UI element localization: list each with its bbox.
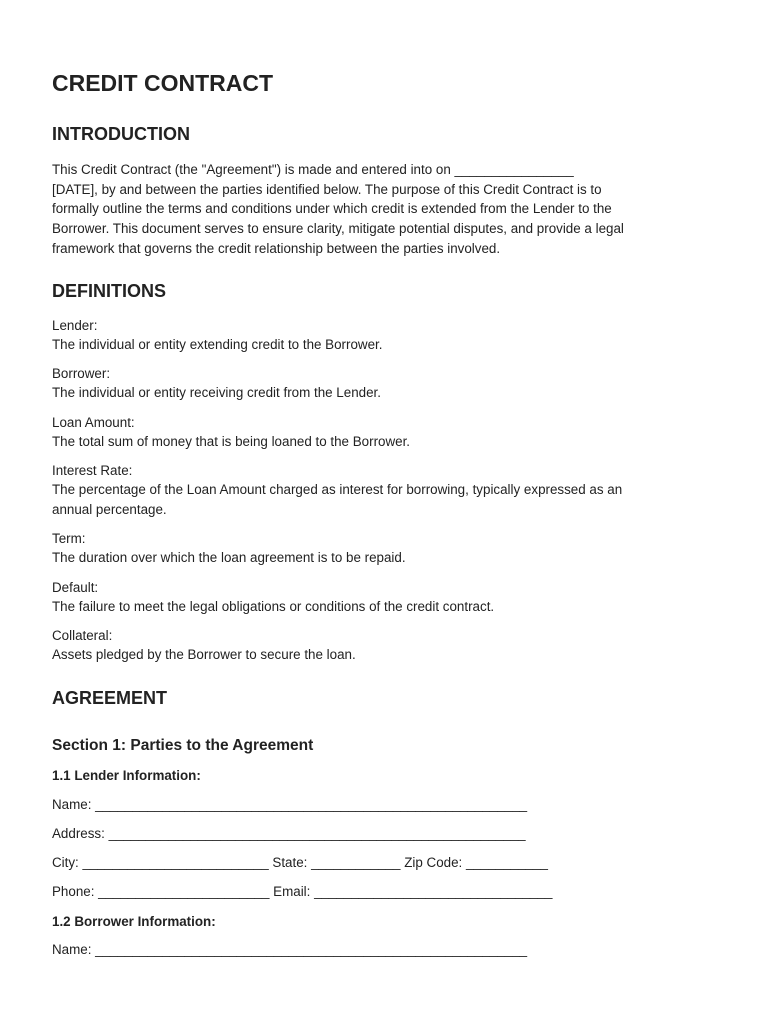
- intro-line: framework that governs the credit relationship between the parties involved.: [52, 240, 501, 256]
- definition-term: Loan Amount:: [52, 415, 135, 430]
- intro-line: Borrower. This document serves to ensure clarity, mitigate potential disputes, and provide a legal: [52, 221, 624, 237]
- introduction-heading: INTRODUCTION: [52, 124, 190, 144]
- lender-address-field[interactable]: Address: ________________________________________________________: [52, 826, 526, 841]
- definition-lender: [52, 316, 722, 355]
- definition-loan-amount: [52, 413, 722, 452]
- intro-line: formally outline the terms and conditions under which credit is extended from the Lender to the: [52, 201, 612, 217]
- definition-interest-rate: [52, 461, 722, 519]
- lender-info-heading: 1.1 Lender Information:: [52, 768, 201, 783]
- document-title: CREDIT CONTRACT: [52, 70, 274, 96]
- lender-phone-email-field[interactable]: Phone: _______________________ Email: ________________________________: [52, 884, 553, 899]
- definition-desc: annual percentage.: [52, 501, 167, 517]
- definition-desc: The failure to meet the legal obligations or conditions of the credit contract.: [52, 599, 495, 615]
- definition-desc: The total sum of money that is being loaned to the Borrower.: [52, 434, 411, 450]
- definition-term: Lender:: [52, 318, 98, 333]
- definition-term: Borrower:: [52, 366, 111, 381]
- lender-name-field[interactable]: Name: __________________________________________________________: [52, 797, 528, 812]
- section-1-title: Section 1: Parties to the Agreement: [52, 737, 314, 754]
- definition-term: Interest Rate:: [52, 463, 133, 478]
- definition-desc: The percentage of the Loan Amount charged as interest for borrowing, typically expressed as an: [52, 482, 623, 498]
- intro-line: [DATE], by and between the parties identified below. The purpose of this Credit Contract is to: [52, 181, 602, 197]
- lender-city-state-zip-field[interactable]: City: _________________________ State: ____________ Zip Code: ___________: [52, 855, 548, 870]
- definition-default: [52, 578, 722, 617]
- intro-line: This Credit Contract (the "Agreement") is made and entered into on ________________: [52, 162, 574, 177]
- definition-term-item: [52, 529, 722, 568]
- definition-desc: The individual or entity extending credit to the Borrower.: [52, 337, 383, 353]
- introduction-paragraph: [52, 160, 722, 259]
- definition-desc: The individual or entity receiving credit from the Lender.: [52, 385, 381, 401]
- agreement-heading: AGREEMENT: [52, 688, 168, 708]
- borrower-name-field[interactable]: Name: __________________________________________________________: [52, 942, 528, 957]
- definition-borrower: [52, 364, 722, 403]
- definition-term: Collateral:: [52, 628, 113, 643]
- definition-collateral: [52, 626, 722, 665]
- definition-desc: The duration over which the loan agreement is to be repaid.: [52, 550, 406, 566]
- borrower-info-heading: 1.2 Borrower Information:: [52, 914, 216, 929]
- definition-term: Default:: [52, 580, 99, 595]
- definitions-heading: DEFINITIONS: [52, 281, 167, 301]
- definition-desc: Assets pledged by the Borrower to secure the loan.: [52, 647, 356, 663]
- definition-term: Term:: [52, 531, 86, 546]
